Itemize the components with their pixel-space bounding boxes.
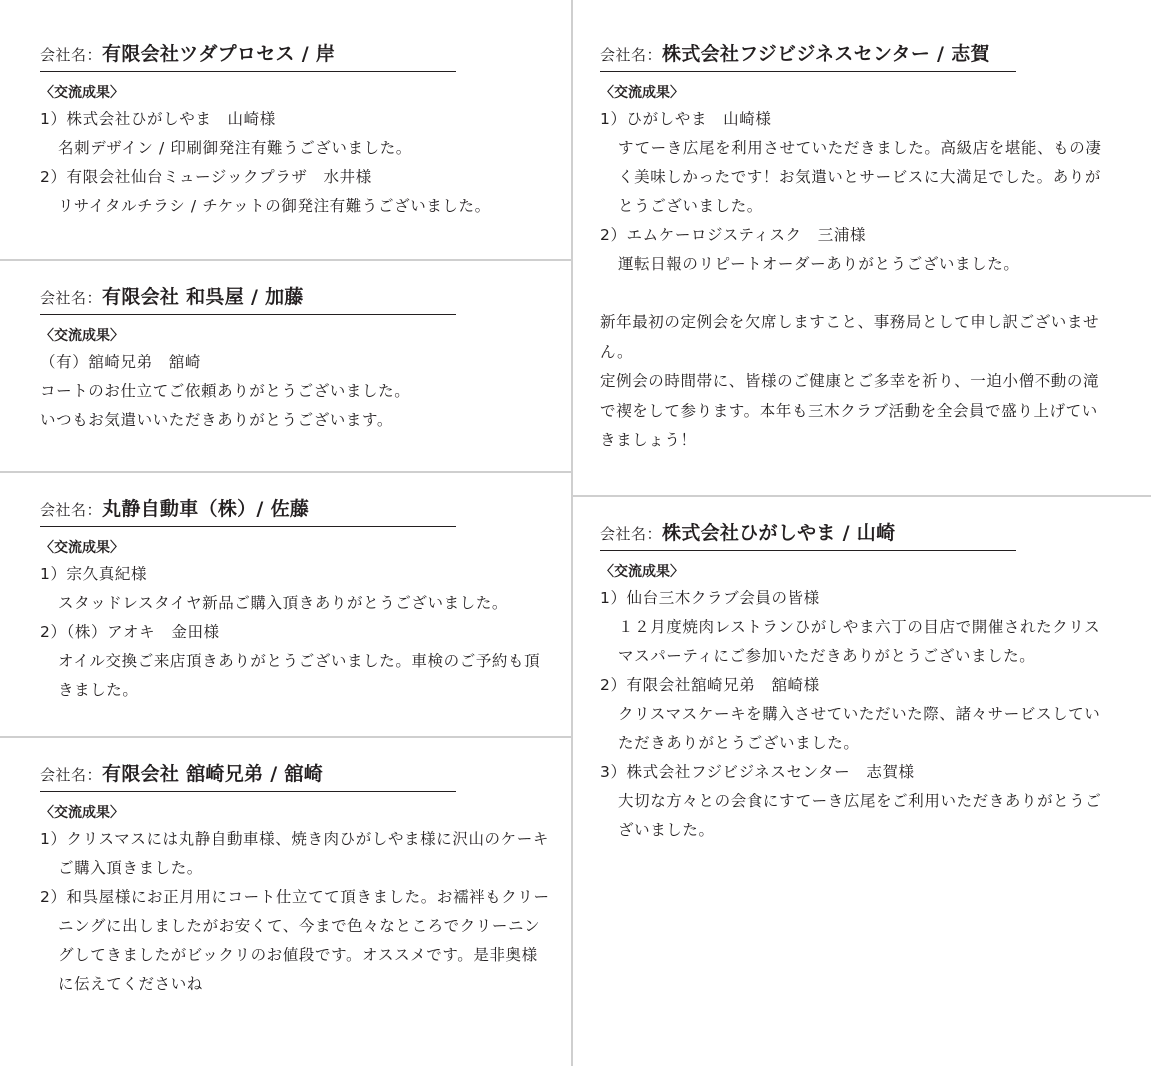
results-list bbox=[40, 560, 560, 705]
results-list bbox=[40, 825, 560, 999]
company-label: 会社名： bbox=[40, 501, 103, 519]
note-paragraph: 定例会の時間帯に、皆様のご健康とご多幸を祈り、一迫小僧不動の滝で禊をして参ります。本年も三木クラブ活動を全会員で盛り上げていきましょう！ bbox=[600, 372, 1100, 449]
result-line: すてーき広尾を利用させていただきました。高級店を堪能、もの凄く美味しかったです！お気遣いとサービスに大満足でした。ありがとうございました。 bbox=[618, 139, 1102, 215]
result-line: 1）ひがしやま 山崎様 bbox=[600, 110, 772, 128]
result-line: 1）株式会社ひがしやま 山崎様 bbox=[40, 110, 276, 128]
report-section bbox=[40, 759, 560, 999]
report-section bbox=[600, 518, 1120, 845]
result-line: １２月度焼肉レストランひがしやま六丁の目店で開催されたクリスマスパーティにご参加いただきありがとうございました。 bbox=[618, 618, 1101, 665]
result-line: クリスマスケーキを購入させていただいた際、諸々サービスしていただきありがとうございました。 bbox=[618, 705, 1101, 752]
result-line: オイル交換ご来店頂きありがとうございました。車検のご予約も頂きました。 bbox=[58, 652, 541, 699]
results-list bbox=[600, 105, 1120, 279]
results-list bbox=[40, 348, 560, 435]
column-divider bbox=[571, 0, 573, 1066]
result-line: 1）クリスマスには丸静自動車様、焼き肉ひがしやま様に沢山のケーキご購入頂きました。 bbox=[40, 830, 549, 877]
report-section bbox=[600, 39, 1120, 456]
company-label: 会社名： bbox=[40, 766, 103, 784]
section-header bbox=[40, 282, 456, 315]
note-paragraph: 新年最初の定例会を欠席しますこと、事務局として申し訳ございません。 bbox=[600, 313, 1100, 361]
section-divider bbox=[0, 471, 571, 473]
result-line: いつもお気遣いいただきありがとうございます。 bbox=[40, 411, 393, 429]
result-line: 大切な方々との会食にすてーき広尾をご利用いただきありがとうございました。 bbox=[618, 792, 1102, 839]
result-line: 1）宗久真紀様 bbox=[40, 565, 148, 583]
company-label: 会社名： bbox=[600, 46, 663, 64]
result-line: 2）和呉屋様にお正月用にコート仕立てて頂きました。お襦袢もクリーニングに出しましたがお安くて、今まで色々なところでクリーニングしてきましたがビックリのお値段です。オススメです。是非奥様に伝えてくださいね bbox=[40, 888, 550, 993]
company-label: 会社名： bbox=[40, 46, 103, 64]
results-label: 〈交流成果〉 bbox=[600, 85, 684, 101]
results-label: 〈交流成果〉 bbox=[40, 85, 124, 101]
company-label: 会社名： bbox=[40, 289, 103, 307]
section-header bbox=[40, 494, 456, 527]
result-line: 運転日報のリピートオーダーありがとうございました。 bbox=[618, 255, 1020, 273]
company-name: 有限会社 舘崎兄弟 / 舘崎 bbox=[102, 763, 323, 785]
results-list bbox=[40, 105, 560, 221]
result-line: 2）（株）アオキ 金田様 bbox=[40, 623, 220, 641]
section-header bbox=[40, 39, 456, 72]
results-list bbox=[600, 584, 1120, 845]
result-line: 3）株式会社フジビジネスセンター 志賀様 bbox=[600, 763, 915, 781]
section-header bbox=[40, 759, 456, 792]
results-label: 〈交流成果〉 bbox=[40, 805, 124, 821]
company-label: 会社名： bbox=[600, 525, 663, 543]
section-header bbox=[600, 39, 1016, 72]
company-name: 株式会社フジビジネスセンター / 志賀 bbox=[662, 43, 990, 65]
result-line: スタッドレスタイヤ新品ご購入頂きありがとうございました。 bbox=[58, 594, 509, 612]
secretariat-note bbox=[600, 308, 1105, 456]
result-line: 名刺デザイン / 印刷御発注有難うございました。 bbox=[58, 139, 412, 157]
report-section bbox=[40, 39, 560, 221]
result-line: （有）舘崎兄弟 舘崎 bbox=[40, 353, 202, 371]
results-label: 〈交流成果〉 bbox=[40, 540, 124, 556]
result-line: 2）有限会社舘崎兄弟 舘崎様 bbox=[600, 676, 820, 694]
section-divider bbox=[0, 736, 571, 738]
company-name: 丸静自動車（株）/ 佐藤 bbox=[102, 498, 310, 520]
result-line: 1）仙台三木クラブ会員の皆様 bbox=[600, 589, 820, 607]
company-name: 株式会社ひがしやま / 山崎 bbox=[662, 522, 896, 544]
result-line: 2）有限会社仙台ミュージックプラザ 水井様 bbox=[40, 168, 372, 186]
company-name: 有限会社 和呉屋 / 加藤 bbox=[102, 286, 304, 308]
company-name: 有限会社ツダプロセス / 岸 bbox=[102, 43, 336, 65]
report-section bbox=[40, 494, 560, 705]
section-divider bbox=[0, 259, 571, 261]
results-label: 〈交流成果〉 bbox=[40, 328, 124, 344]
results-label: 〈交流成果〉 bbox=[600, 564, 684, 580]
section-divider bbox=[573, 495, 1151, 497]
result-line: 2）エムケーロジスティスク 三浦様 bbox=[600, 226, 867, 244]
report-section bbox=[40, 282, 560, 435]
result-line: コートのお仕立てご依頼ありがとうございました。 bbox=[40, 382, 411, 400]
result-line: リサイタルチラシ / チケットの御発注有難うございました。 bbox=[58, 197, 491, 215]
section-header bbox=[600, 518, 1016, 551]
